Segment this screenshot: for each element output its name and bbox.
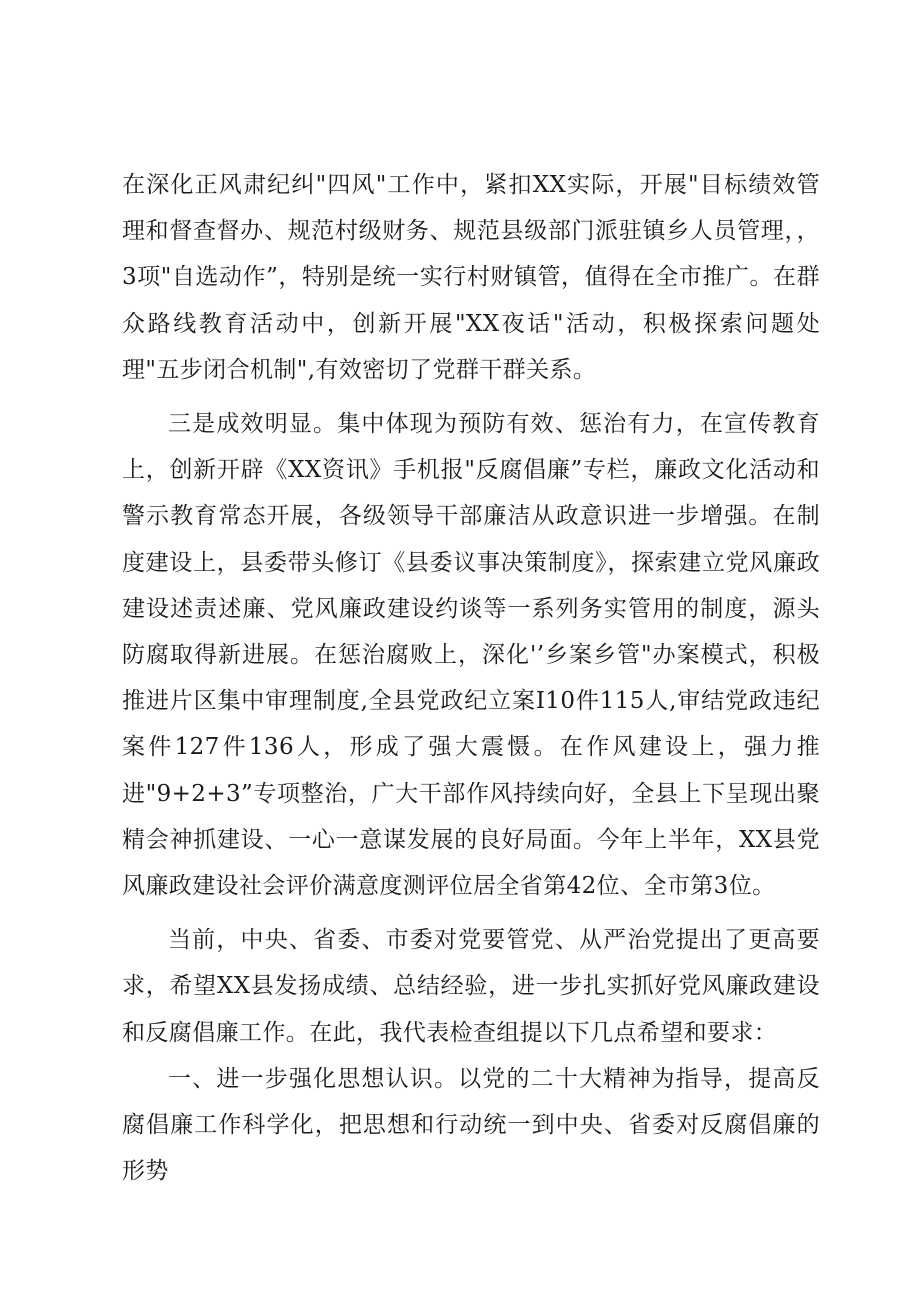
paragraph-1: 在深化正风肃纪纠"四风"工作中，紧扣XX实际，开展"目标绩效管理和督查督办、规范村级财务、规范县级部门派驻镇乡人员管理，，3项"自选动作”，特别是统一实行村财镇管，值得在全市推广。在群众路线教育活动中，创新开展"XX夜话"活动，积极探索问题处理"五步闭合机制",有效密切了党群干群关系。 xyxy=(122,172,820,383)
document-body xyxy=(122,162,820,1194)
paragraph-3: 当前，中央、省委、市委对党要管党、从严治党提出了更高要求，希望XX县发扬成绩、总结经验，进一步扎实抓好党风廉政建设和反腐倡廉工作。在此，我代表检查组提以下几点希望和要求： xyxy=(122,927,820,1046)
paragraph-2: 三是成效明显。集中体现为预防有效、惩治有力，在宣传教育上，创新开辟《XX资讯》手机报"反腐倡廉”专栏，廉政文化活动和警示教育常态开展，各级领导干部廉洁从政意识进一步增强。在制度建设上，县委带头修订《县委议事决策制度》，探索建立党风廉政建设述责述廉、党风廉政建设约谈等一系列务实管用的制度，源头防腐取得新进展。在惩治腐败上，深化'’乡案乡管"办案模式，积极推进片区集中审理制度,全县党政纪立案I10件115人,审结党政违纪案件127件136人，形成了强大震慑。在作风建设上，强力推进"9+2+3”专项整治，广大干部作风持续向好，全县上下呈现出聚精会神抓建设、一心一意谋发展的良好局面。今年上半年，XX县党风廉政建设社会评价满意度测评位居全省第42位、全市第3位。 xyxy=(122,411,820,900)
paragraph-4: 一、进一步强化思想认识。以党的二十大精神为指导，提高反腐倡廉工作科学化，把思想和行动统一到中央、省委对反腐倡廉的形势 xyxy=(122,1065,820,1185)
